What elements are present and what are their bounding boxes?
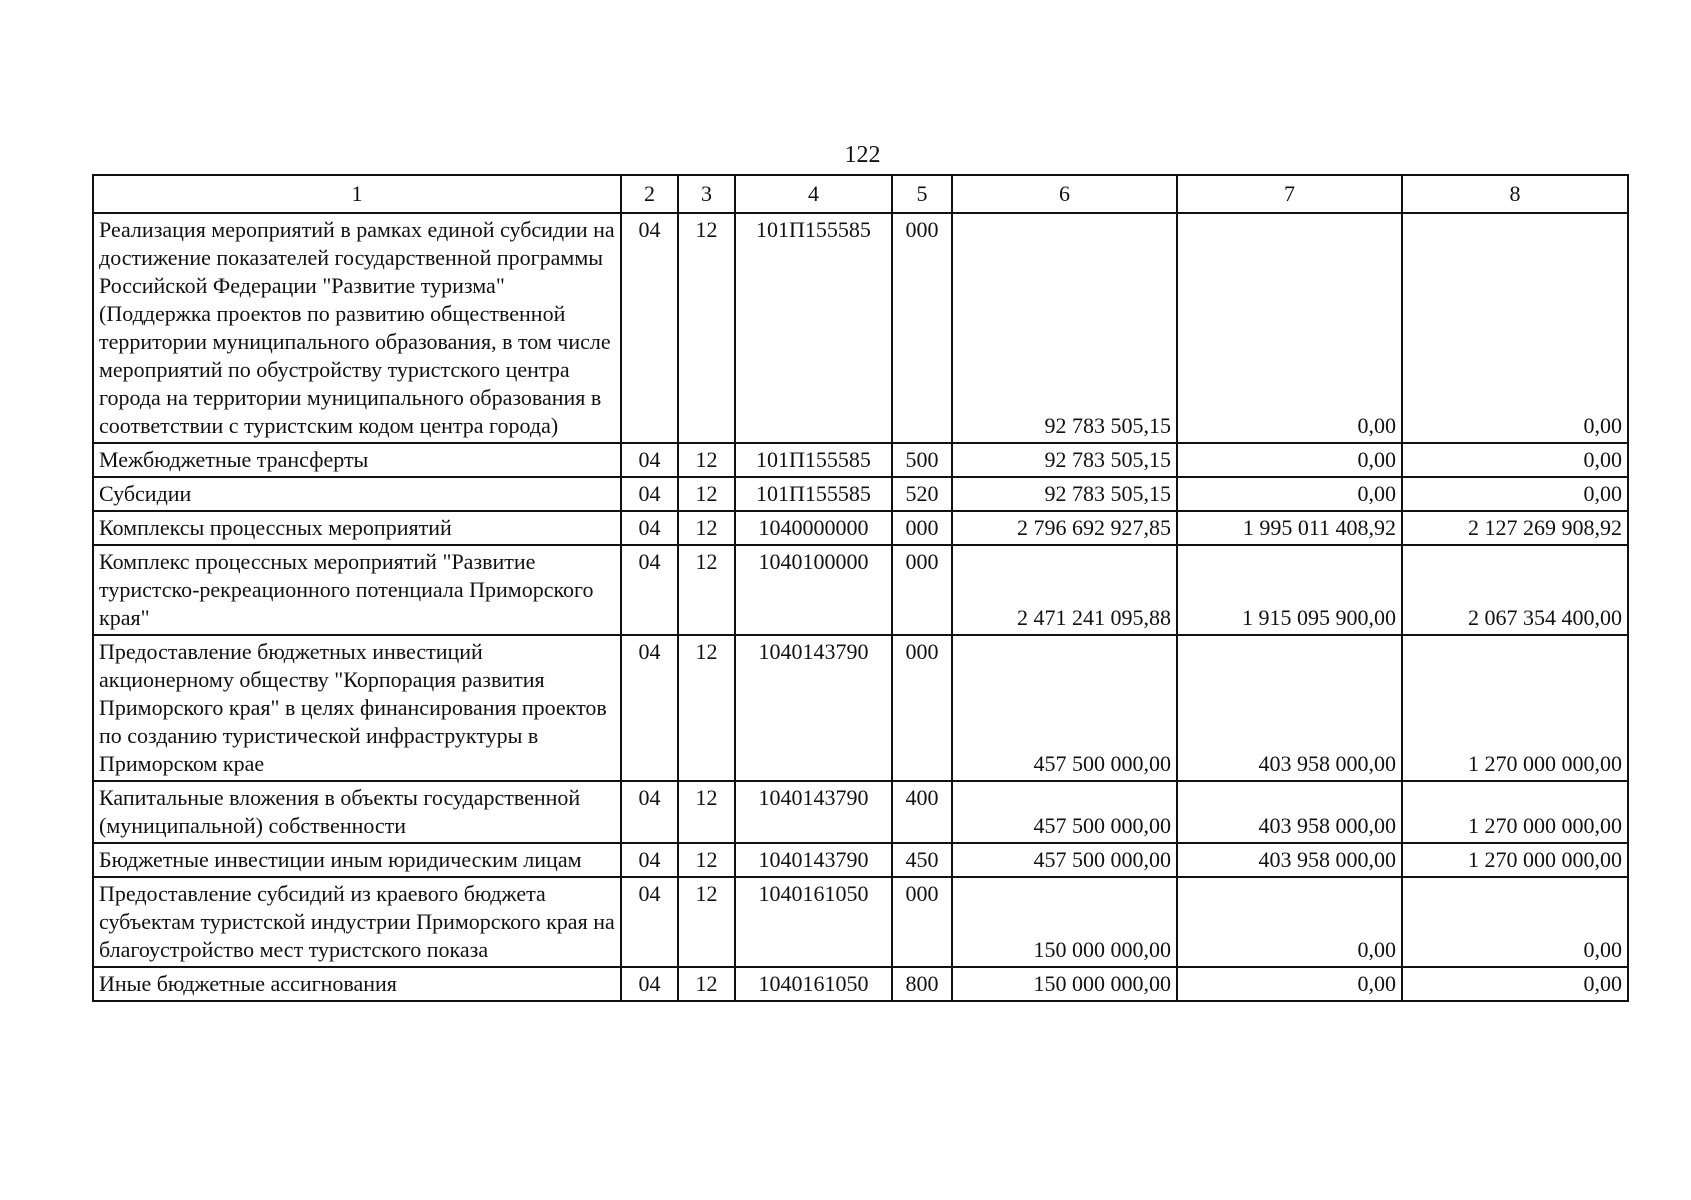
subsection-code: 12 bbox=[678, 511, 735, 545]
column-header: 5 bbox=[892, 175, 952, 213]
amount-col8: 0,00 bbox=[1402, 213, 1628, 443]
column-header: 2 bbox=[621, 175, 678, 213]
budget-table bbox=[92, 174, 1629, 1002]
table-row bbox=[93, 967, 1628, 1001]
section-code: 04 bbox=[621, 843, 678, 877]
table-row bbox=[93, 511, 1628, 545]
expense-type-code: 800 bbox=[892, 967, 952, 1001]
row-name: Межбюджетные трансферты bbox=[93, 443, 621, 477]
section-code: 04 bbox=[621, 635, 678, 781]
expense-type-code: 000 bbox=[892, 213, 952, 443]
amount-col8: 0,00 bbox=[1402, 477, 1628, 511]
row-name: Комплекс процессных мероприятий "Развитие туристско-рекреационного потенциала Приморского края" bbox=[93, 545, 621, 635]
subsection-code: 12 bbox=[678, 877, 735, 967]
expense-type-code: 000 bbox=[892, 877, 952, 967]
expense-type-code: 450 bbox=[892, 843, 952, 877]
row-name: Субсидии bbox=[93, 477, 621, 511]
target-article-code: 1040143790 bbox=[735, 781, 892, 843]
amount-col7: 1 995 011 408,92 bbox=[1177, 511, 1402, 545]
subsection-code: 12 bbox=[678, 781, 735, 843]
subsection-code: 12 bbox=[678, 213, 735, 443]
page-number: 122 bbox=[844, 142, 881, 168]
subsection-code: 12 bbox=[678, 545, 735, 635]
section-code: 04 bbox=[621, 545, 678, 635]
table-row bbox=[93, 213, 1628, 443]
amount-col6: 2 471 241 095,88 bbox=[952, 545, 1177, 635]
table-row bbox=[93, 843, 1628, 877]
amount-col6: 457 500 000,00 bbox=[952, 635, 1177, 781]
section-code: 04 bbox=[621, 443, 678, 477]
amount-col7: 0,00 bbox=[1177, 877, 1402, 967]
table-row bbox=[93, 635, 1628, 781]
column-header: 6 bbox=[952, 175, 1177, 213]
expense-type-code: 000 bbox=[892, 545, 952, 635]
amount-col7: 0,00 bbox=[1177, 967, 1402, 1001]
expense-type-code: 000 bbox=[892, 511, 952, 545]
column-header: 8 bbox=[1402, 175, 1628, 213]
row-name: Комплексы процессных мероприятий bbox=[93, 511, 621, 545]
column-header: 1 bbox=[93, 175, 621, 213]
section-code: 04 bbox=[621, 967, 678, 1001]
expense-type-code: 500 bbox=[892, 443, 952, 477]
subsection-code: 12 bbox=[678, 967, 735, 1001]
section-code: 04 bbox=[621, 877, 678, 967]
amount-col6: 92 783 505,15 bbox=[952, 477, 1177, 511]
target-article-code: 1040161050 bbox=[735, 967, 892, 1001]
amount-col6: 92 783 505,15 bbox=[952, 213, 1177, 443]
subsection-code: 12 bbox=[678, 443, 735, 477]
amount-col8: 1 270 000 000,00 bbox=[1402, 843, 1628, 877]
row-name: Предоставление субсидий из краевого бюджета субъектам туристской индустрии Приморского края на благоустройство мест туристского показа bbox=[93, 877, 621, 967]
target-article-code: 1040161050 bbox=[735, 877, 892, 967]
amount-col8: 0,00 bbox=[1402, 967, 1628, 1001]
expense-type-code: 000 bbox=[892, 635, 952, 781]
amount-col7: 0,00 bbox=[1177, 443, 1402, 477]
target-article-code: 1040100000 bbox=[735, 545, 892, 635]
amount-col8: 1 270 000 000,00 bbox=[1402, 635, 1628, 781]
column-header: 4 bbox=[735, 175, 892, 213]
table-row bbox=[93, 781, 1628, 843]
amount-col6: 150 000 000,00 bbox=[952, 877, 1177, 967]
amount-col6: 92 783 505,15 bbox=[952, 443, 1177, 477]
amount-col6: 457 500 000,00 bbox=[952, 843, 1177, 877]
expense-type-code: 400 bbox=[892, 781, 952, 843]
row-name: Иные бюджетные ассигнования bbox=[93, 967, 621, 1001]
amount-col7: 0,00 bbox=[1177, 213, 1402, 443]
target-article-code: 1040143790 bbox=[735, 843, 892, 877]
target-article-code: 101П155585 bbox=[735, 477, 892, 511]
table-row bbox=[93, 477, 1628, 511]
amount-col7: 1 915 095 900,00 bbox=[1177, 545, 1402, 635]
table-row bbox=[93, 545, 1628, 635]
amount-col8: 0,00 bbox=[1402, 443, 1628, 477]
amount-col6: 150 000 000,00 bbox=[952, 967, 1177, 1001]
column-header: 3 bbox=[678, 175, 735, 213]
row-name: Реализация мероприятий в рамках единой субсидии на достижение показателей государственной программы Российской Федерации "Развитие туризма" (Поддержка проектов по развитию общественной территории муниципального образования, в том числе мероприятий по обустройству туристского центра города на территории муниципального образования в соответствии с туристским кодом центра города) bbox=[93, 213, 621, 443]
target-article-code: 1040143790 bbox=[735, 635, 892, 781]
amount-col6: 457 500 000,00 bbox=[952, 781, 1177, 843]
amount-col8: 2 127 269 908,92 bbox=[1402, 511, 1628, 545]
section-code: 04 bbox=[621, 477, 678, 511]
amount-col6: 2 796 692 927,85 bbox=[952, 511, 1177, 545]
amount-col7: 0,00 bbox=[1177, 477, 1402, 511]
amount-col8: 1 270 000 000,00 bbox=[1402, 781, 1628, 843]
amount-col7: 403 958 000,00 bbox=[1177, 843, 1402, 877]
table-row bbox=[93, 443, 1628, 477]
subsection-code: 12 bbox=[678, 843, 735, 877]
section-code: 04 bbox=[621, 511, 678, 545]
expense-type-code: 520 bbox=[892, 477, 952, 511]
row-name: Предоставление бюджетных инвестиций акционерному обществу "Корпорация развития Приморского края" в целях финансирования проектов по созданию туристической инфраструктуры в Приморском крае bbox=[93, 635, 621, 781]
table-row bbox=[93, 877, 1628, 967]
target-article-code: 101П155585 bbox=[735, 213, 892, 443]
row-name: Бюджетные инвестиции иным юридическим лицам bbox=[93, 843, 621, 877]
amount-col8: 2 067 354 400,00 bbox=[1402, 545, 1628, 635]
amount-col7: 403 958 000,00 bbox=[1177, 635, 1402, 781]
amount-col7: 403 958 000,00 bbox=[1177, 781, 1402, 843]
section-code: 04 bbox=[621, 781, 678, 843]
amount-col8: 0,00 bbox=[1402, 877, 1628, 967]
row-name: Капитальные вложения в объекты государственной (муниципальной) собственности bbox=[93, 781, 621, 843]
subsection-code: 12 bbox=[678, 635, 735, 781]
column-header: 7 bbox=[1177, 175, 1402, 213]
target-article-code: 101П155585 bbox=[735, 443, 892, 477]
section-code: 04 bbox=[621, 213, 678, 443]
subsection-code: 12 bbox=[678, 477, 735, 511]
table-header-row bbox=[93, 175, 1628, 213]
target-article-code: 1040000000 bbox=[735, 511, 892, 545]
